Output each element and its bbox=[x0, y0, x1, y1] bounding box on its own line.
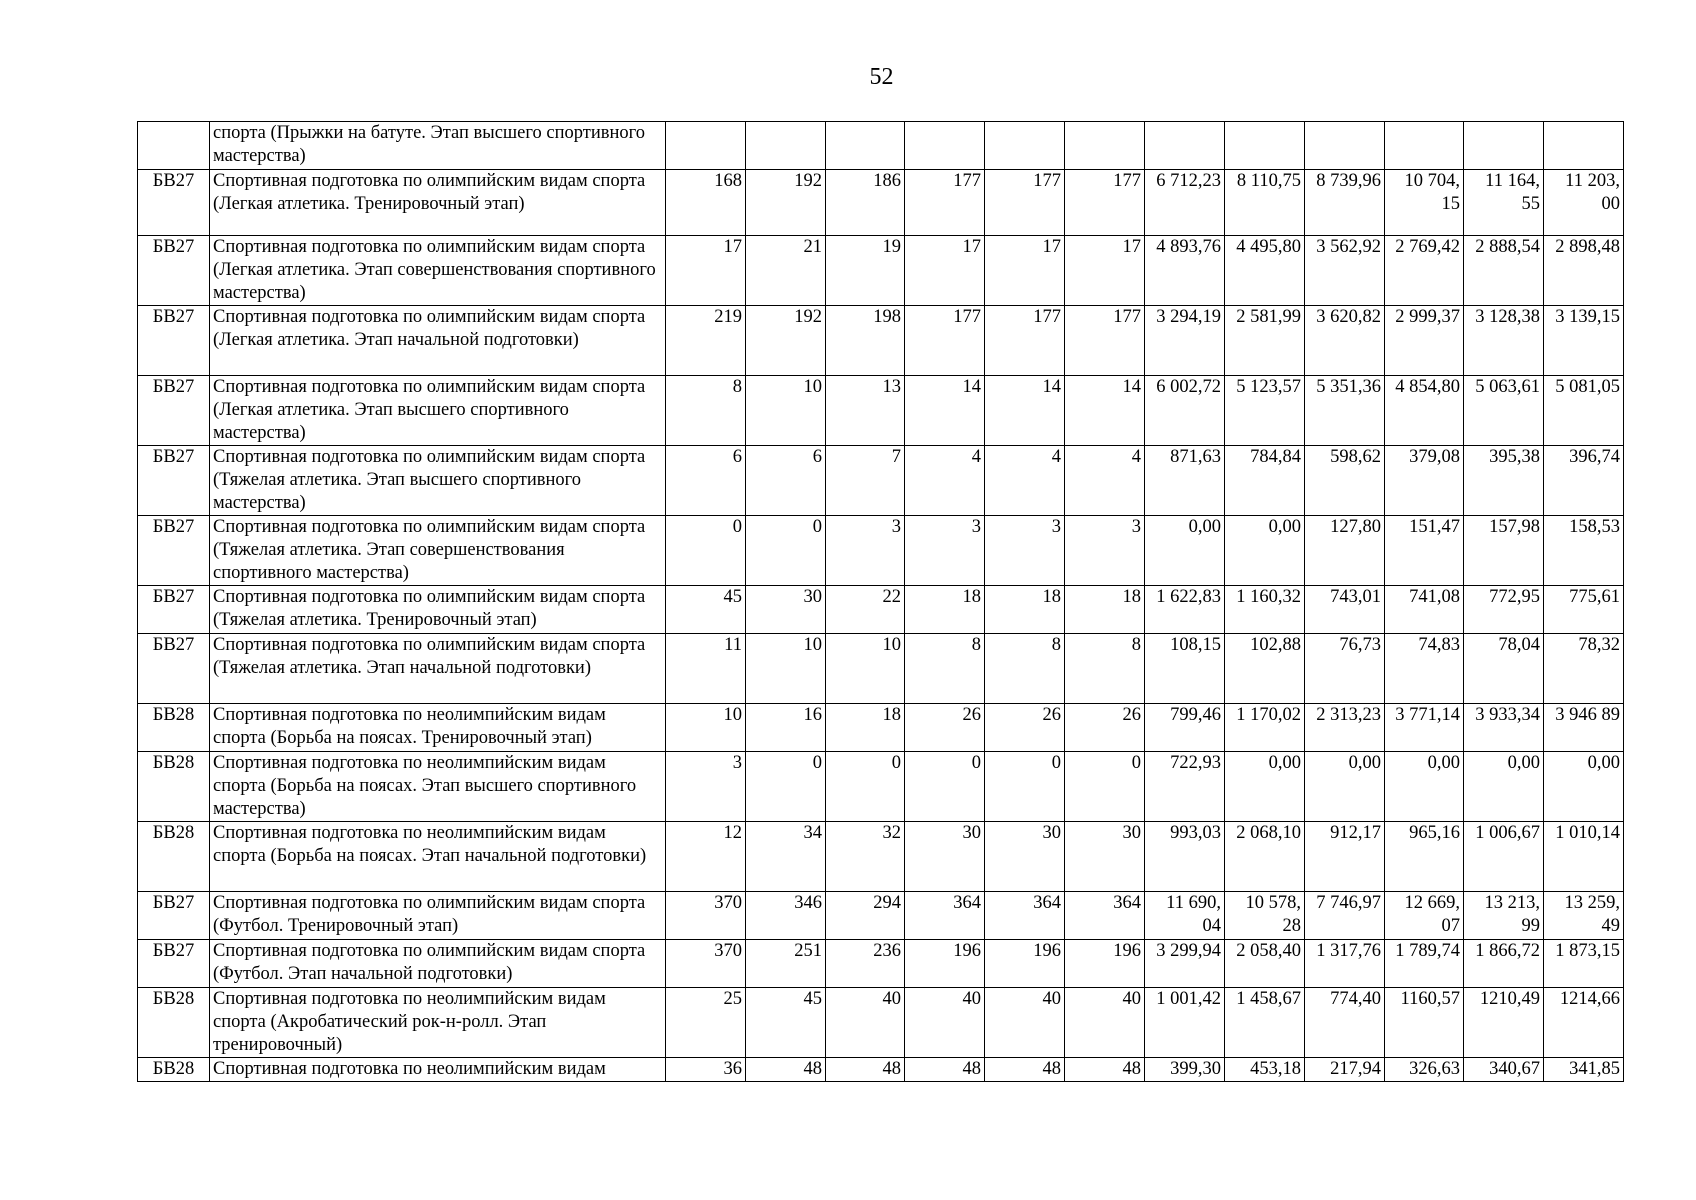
row-value: 3 bbox=[905, 516, 985, 586]
row-value: 3 294,19 bbox=[1145, 306, 1225, 376]
table-row bbox=[138, 446, 1624, 516]
row-value: 5 123,57 bbox=[1225, 376, 1305, 446]
row-value: 74,83 bbox=[1385, 634, 1464, 704]
row-value: 45 bbox=[666, 586, 746, 634]
row-description: спорта (Прыжки на батуте. Этап высшего спортивного мастерства) bbox=[210, 122, 666, 170]
table-row bbox=[138, 892, 1624, 940]
row-value: 198 bbox=[826, 306, 905, 376]
table-row bbox=[138, 752, 1624, 822]
row-value: 2 888,54 bbox=[1464, 236, 1544, 306]
row-value: 5 081,05 bbox=[1544, 376, 1624, 446]
row-value: 158,53 bbox=[1544, 516, 1624, 586]
row-value: 1 170,02 bbox=[1225, 704, 1305, 752]
row-value: 30 bbox=[1065, 822, 1145, 892]
row-value: 11 164, 55 bbox=[1464, 170, 1544, 236]
row-value: 0 bbox=[666, 516, 746, 586]
row-value: 6 002,72 bbox=[1145, 376, 1225, 446]
row-description: Спортивная подготовка по олимпийским видам спорта (Легкая атлетика. Этап совершенствования спортивного мастерства) bbox=[210, 236, 666, 306]
row-value: 1 006,67 bbox=[1464, 822, 1544, 892]
row-value bbox=[1145, 122, 1225, 170]
row-value: 0 bbox=[826, 752, 905, 822]
row-value: 8 739,96 bbox=[1305, 170, 1385, 236]
row-code: БВ27 bbox=[138, 892, 210, 940]
row-value: 3 bbox=[826, 516, 905, 586]
row-value bbox=[746, 122, 826, 170]
row-description: Спортивная подготовка по олимпийским видам спорта (Тяжелая атлетика. Этап высшего спортивного мастерства) bbox=[210, 446, 666, 516]
row-value: 5 351,36 bbox=[1305, 376, 1385, 446]
row-value: 102,88 bbox=[1225, 634, 1305, 704]
row-value bbox=[1225, 122, 1305, 170]
row-value: 364 bbox=[905, 892, 985, 940]
row-value: 4 bbox=[985, 446, 1065, 516]
table-row bbox=[138, 940, 1624, 988]
row-value bbox=[1385, 122, 1464, 170]
row-value: 177 bbox=[905, 170, 985, 236]
row-value: 993,03 bbox=[1145, 822, 1225, 892]
row-value: 3 933,34 bbox=[1464, 704, 1544, 752]
row-value: 32 bbox=[826, 822, 905, 892]
row-code: БВ27 bbox=[138, 376, 210, 446]
row-value: 26 bbox=[1065, 704, 1145, 752]
row-value: 6 bbox=[666, 446, 746, 516]
row-value: 19 bbox=[826, 236, 905, 306]
row-value: 219 bbox=[666, 306, 746, 376]
row-value: 78,04 bbox=[1464, 634, 1544, 704]
row-value: 0,00 bbox=[1305, 752, 1385, 822]
row-value: 40 bbox=[985, 988, 1065, 1058]
row-value: 341,85 bbox=[1544, 1058, 1624, 1082]
row-value: 30 bbox=[985, 822, 1065, 892]
row-description: Спортивная подготовка по неолимпийским видам спорта (Борьба на поясах. Этап начальной подготовки) bbox=[210, 822, 666, 892]
row-value: 13 213, 99 bbox=[1464, 892, 1544, 940]
table-row bbox=[138, 988, 1624, 1058]
row-value: 3 771,14 bbox=[1385, 704, 1464, 752]
row-value: 11 203, 00 bbox=[1544, 170, 1624, 236]
row-value: 3 139,15 bbox=[1544, 306, 1624, 376]
row-value: 3 299,94 bbox=[1145, 940, 1225, 988]
row-value: 236 bbox=[826, 940, 905, 988]
row-value: 1 317,76 bbox=[1305, 940, 1385, 988]
row-value: 8 bbox=[1065, 634, 1145, 704]
row-value: 774,40 bbox=[1305, 988, 1385, 1058]
row-value: 453,18 bbox=[1225, 1058, 1305, 1082]
row-value: 5 063,61 bbox=[1464, 376, 1544, 446]
row-value: 7 746,97 bbox=[1305, 892, 1385, 940]
row-description: Спортивная подготовка по неолимпийским видам спорта (Борьба на поясах. Тренировочный этап) bbox=[210, 704, 666, 752]
row-value: 40 bbox=[1065, 988, 1145, 1058]
row-value: 3 946 89 bbox=[1544, 704, 1624, 752]
row-description: Спортивная подготовка по олимпийским видам спорта (Легкая атлетика. Тренировочный этап) bbox=[210, 170, 666, 236]
row-value bbox=[1464, 122, 1544, 170]
row-code: БВ28 bbox=[138, 1058, 210, 1082]
row-value: 0,00 bbox=[1464, 752, 1544, 822]
row-value: 11 690, 04 bbox=[1145, 892, 1225, 940]
row-value: 34 bbox=[746, 822, 826, 892]
table-row bbox=[138, 170, 1624, 236]
table-row bbox=[138, 634, 1624, 704]
row-value: 0,00 bbox=[1544, 752, 1624, 822]
row-description: Спортивная подготовка по неолимпийским видам bbox=[210, 1058, 666, 1082]
row-value: 0 bbox=[1065, 752, 1145, 822]
row-value: 2 068,10 bbox=[1225, 822, 1305, 892]
row-value: 4 bbox=[1065, 446, 1145, 516]
row-value: 186 bbox=[826, 170, 905, 236]
row-value: 396,74 bbox=[1544, 446, 1624, 516]
row-value: 177 bbox=[1065, 170, 1145, 236]
row-description: Спортивная подготовка по олимпийским видам спорта (Тяжелая атлетика. Этап начальной подготовки) bbox=[210, 634, 666, 704]
row-value: 1 001,42 bbox=[1145, 988, 1225, 1058]
row-description: Спортивная подготовка по олимпийским видам спорта (Тяжелая атлетика. Тренировочный этап) bbox=[210, 586, 666, 634]
row-value: 36 bbox=[666, 1058, 746, 1082]
row-value: 177 bbox=[1065, 306, 1145, 376]
table-row bbox=[138, 586, 1624, 634]
row-value: 217,94 bbox=[1305, 1058, 1385, 1082]
row-value: 196 bbox=[1065, 940, 1145, 988]
row-value: 10 bbox=[666, 704, 746, 752]
row-value: 13 bbox=[826, 376, 905, 446]
row-value: 196 bbox=[985, 940, 1065, 988]
row-value: 196 bbox=[905, 940, 985, 988]
row-value: 395,38 bbox=[1464, 446, 1544, 516]
row-code: БВ27 bbox=[138, 236, 210, 306]
row-value: 18 bbox=[1065, 586, 1145, 634]
row-value: 10 578, 28 bbox=[1225, 892, 1305, 940]
row-value: 3 620,82 bbox=[1305, 306, 1385, 376]
page-number: 52 bbox=[869, 64, 894, 90]
row-value: 772,95 bbox=[1464, 586, 1544, 634]
row-value: 14 bbox=[985, 376, 1065, 446]
row-value: 7 bbox=[826, 446, 905, 516]
row-value: 168 bbox=[666, 170, 746, 236]
row-value: 48 bbox=[985, 1058, 1065, 1082]
table-row bbox=[138, 1058, 1624, 1082]
row-value: 370 bbox=[666, 892, 746, 940]
row-value: 10 704, 15 bbox=[1385, 170, 1464, 236]
row-value: 2 999,37 bbox=[1385, 306, 1464, 376]
row-value: 3 bbox=[1065, 516, 1145, 586]
row-value: 25 bbox=[666, 988, 746, 1058]
row-code: БВ27 bbox=[138, 586, 210, 634]
row-value: 177 bbox=[985, 170, 1065, 236]
budget-table bbox=[137, 121, 1624, 1082]
row-value: 30 bbox=[746, 586, 826, 634]
row-code: БВ28 bbox=[138, 704, 210, 752]
row-description: Спортивная подготовка по неолимпийским видам спорта (Борьба на поясах. Этап высшего спортивного мастерства) bbox=[210, 752, 666, 822]
row-value: 2 898,48 bbox=[1544, 236, 1624, 306]
row-value: 379,08 bbox=[1385, 446, 1464, 516]
row-value: 0,00 bbox=[1145, 516, 1225, 586]
row-value: 48 bbox=[905, 1058, 985, 1082]
row-value: 40 bbox=[905, 988, 985, 1058]
row-value: 10 bbox=[826, 634, 905, 704]
row-value: 1214,66 bbox=[1544, 988, 1624, 1058]
table-row bbox=[138, 236, 1624, 306]
row-value: 364 bbox=[1065, 892, 1145, 940]
row-value: 598,62 bbox=[1305, 446, 1385, 516]
row-value bbox=[1065, 122, 1145, 170]
row-value: 775,61 bbox=[1544, 586, 1624, 634]
row-code: БВ27 bbox=[138, 634, 210, 704]
row-value: 4 893,76 bbox=[1145, 236, 1225, 306]
row-value: 1 622,83 bbox=[1145, 586, 1225, 634]
row-value bbox=[666, 122, 746, 170]
row-value: 78,32 bbox=[1544, 634, 1624, 704]
row-description: Спортивная подготовка по неолимпийским видам спорта (Акробатический рок-н-ролл. Этап тренировочный) bbox=[210, 988, 666, 1058]
row-value: 192 bbox=[746, 170, 826, 236]
row-value: 346 bbox=[746, 892, 826, 940]
row-description: Спортивная подготовка по олимпийским видам спорта (Тяжелая атлетика. Этап совершенствования спортивного мастерства) bbox=[210, 516, 666, 586]
row-code: БВ27 bbox=[138, 306, 210, 376]
row-value: 4 bbox=[905, 446, 985, 516]
row-value: 14 bbox=[905, 376, 985, 446]
row-value: 16 bbox=[746, 704, 826, 752]
row-value: 0,00 bbox=[1385, 752, 1464, 822]
row-value: 1 789,74 bbox=[1385, 940, 1464, 988]
row-value: 1210,49 bbox=[1464, 988, 1544, 1058]
row-value: 48 bbox=[746, 1058, 826, 1082]
row-value: 11 bbox=[666, 634, 746, 704]
row-value: 2 058,40 bbox=[1225, 940, 1305, 988]
row-value bbox=[1544, 122, 1624, 170]
row-code: БВ28 bbox=[138, 822, 210, 892]
table-row bbox=[138, 704, 1624, 752]
row-value: 0 bbox=[746, 752, 826, 822]
row-value bbox=[826, 122, 905, 170]
row-value: 2 769,42 bbox=[1385, 236, 1464, 306]
row-value: 21 bbox=[746, 236, 826, 306]
row-value: 799,46 bbox=[1145, 704, 1225, 752]
row-value: 8 bbox=[985, 634, 1065, 704]
row-value: 0 bbox=[905, 752, 985, 822]
table-row bbox=[138, 822, 1624, 892]
table-body bbox=[138, 122, 1624, 1082]
row-value: 741,08 bbox=[1385, 586, 1464, 634]
table-row bbox=[138, 516, 1624, 586]
row-value: 14 bbox=[1065, 376, 1145, 446]
row-value: 48 bbox=[826, 1058, 905, 1082]
row-value: 8 bbox=[905, 634, 985, 704]
row-value bbox=[985, 122, 1065, 170]
row-value: 17 bbox=[666, 236, 746, 306]
row-value: 2 581,99 bbox=[1225, 306, 1305, 376]
row-value: 340,67 bbox=[1464, 1058, 1544, 1082]
row-value: 13 259, 49 bbox=[1544, 892, 1624, 940]
table-row bbox=[138, 122, 1624, 170]
row-value: 1 866,72 bbox=[1464, 940, 1544, 988]
row-value: 871,63 bbox=[1145, 446, 1225, 516]
row-value: 8 110,75 bbox=[1225, 170, 1305, 236]
row-code: БВ27 bbox=[138, 446, 210, 516]
row-value: 4 854,80 bbox=[1385, 376, 1464, 446]
row-value: 10 bbox=[746, 634, 826, 704]
row-value: 157,98 bbox=[1464, 516, 1544, 586]
row-value: 0 bbox=[746, 516, 826, 586]
row-value: 17 bbox=[1065, 236, 1145, 306]
row-value: 22 bbox=[826, 586, 905, 634]
row-value: 12 669, 07 bbox=[1385, 892, 1464, 940]
row-value: 912,17 bbox=[1305, 822, 1385, 892]
row-value: 0,00 bbox=[1225, 516, 1305, 586]
table-row bbox=[138, 376, 1624, 446]
row-code: БВ27 bbox=[138, 940, 210, 988]
row-value: 370 bbox=[666, 940, 746, 988]
row-value: 4 495,80 bbox=[1225, 236, 1305, 306]
row-value: 18 bbox=[985, 586, 1065, 634]
table-row bbox=[138, 306, 1624, 376]
row-value bbox=[1305, 122, 1385, 170]
row-value: 3 bbox=[666, 752, 746, 822]
row-value: 1 010,14 bbox=[1544, 822, 1624, 892]
row-value: 1160,57 bbox=[1385, 988, 1464, 1058]
row-code: БВ27 bbox=[138, 516, 210, 586]
row-value: 364 bbox=[985, 892, 1065, 940]
row-value: 0,00 bbox=[1225, 752, 1305, 822]
row-value: 26 bbox=[985, 704, 1065, 752]
row-value: 48 bbox=[1065, 1058, 1145, 1082]
row-value: 399,30 bbox=[1145, 1058, 1225, 1082]
row-value bbox=[905, 122, 985, 170]
row-code: БВ28 bbox=[138, 988, 210, 1058]
row-value: 192 bbox=[746, 306, 826, 376]
row-description: Спортивная подготовка по олимпийским видам спорта (Футбол. Тренировочный этап) bbox=[210, 892, 666, 940]
row-value: 127,80 bbox=[1305, 516, 1385, 586]
row-value: 1 458,67 bbox=[1225, 988, 1305, 1058]
row-value: 76,73 bbox=[1305, 634, 1385, 704]
row-value: 326,63 bbox=[1385, 1058, 1464, 1082]
row-value: 17 bbox=[985, 236, 1065, 306]
row-value: 251 bbox=[746, 940, 826, 988]
row-value: 6 712,23 bbox=[1145, 170, 1225, 236]
row-value: 8 bbox=[666, 376, 746, 446]
row-value: 0 bbox=[985, 752, 1065, 822]
row-value: 1 873,15 bbox=[1544, 940, 1624, 988]
row-value: 6 bbox=[746, 446, 826, 516]
row-value: 12 bbox=[666, 822, 746, 892]
row-code: БВ27 bbox=[138, 170, 210, 236]
row-code: БВ28 bbox=[138, 752, 210, 822]
row-code bbox=[138, 122, 210, 170]
row-value: 1 160,32 bbox=[1225, 586, 1305, 634]
row-value: 18 bbox=[826, 704, 905, 752]
row-value: 30 bbox=[905, 822, 985, 892]
row-value: 10 bbox=[746, 376, 826, 446]
row-value: 743,01 bbox=[1305, 586, 1385, 634]
row-value: 965,16 bbox=[1385, 822, 1464, 892]
row-value: 151,47 bbox=[1385, 516, 1464, 586]
row-value: 45 bbox=[746, 988, 826, 1058]
row-value: 177 bbox=[905, 306, 985, 376]
row-value: 177 bbox=[985, 306, 1065, 376]
row-value: 3 128,38 bbox=[1464, 306, 1544, 376]
row-value: 722,93 bbox=[1145, 752, 1225, 822]
row-value: 294 bbox=[826, 892, 905, 940]
row-value: 2 313,23 bbox=[1305, 704, 1385, 752]
row-description: Спортивная подготовка по олимпийским видам спорта (Легкая атлетика. Этап высшего спортивного мастерства) bbox=[210, 376, 666, 446]
row-value: 18 bbox=[905, 586, 985, 634]
row-description: Спортивная подготовка по олимпийским видам спорта (Футбол. Этап начальной подготовки) bbox=[210, 940, 666, 988]
row-description: Спортивная подготовка по олимпийским видам спорта (Легкая атлетика. Этап начальной подготовки) bbox=[210, 306, 666, 376]
row-value: 108,15 bbox=[1145, 634, 1225, 704]
row-value: 17 bbox=[905, 236, 985, 306]
row-value: 3 bbox=[985, 516, 1065, 586]
row-value: 784,84 bbox=[1225, 446, 1305, 516]
row-value: 40 bbox=[826, 988, 905, 1058]
row-value: 26 bbox=[905, 704, 985, 752]
row-value: 3 562,92 bbox=[1305, 236, 1385, 306]
